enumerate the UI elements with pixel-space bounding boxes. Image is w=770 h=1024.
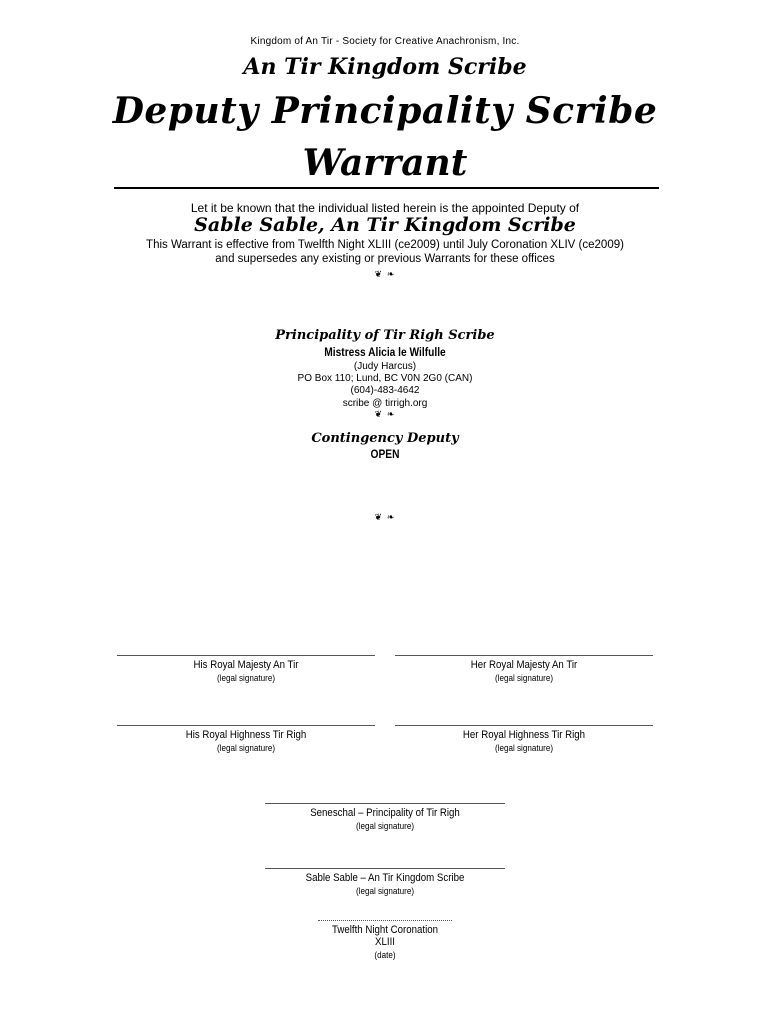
- office-holder-phone: (604)-483-4642: [350, 385, 420, 396]
- date-text: Twelfth Night Coronation XLIII: [331, 924, 438, 948]
- signature-note: (legal signature): [355, 886, 415, 896]
- signature-note: (legal signature): [494, 673, 554, 683]
- signature-note: (legal signature): [216, 673, 276, 683]
- fleuron-ornament-icon: ❦ ❧: [374, 270, 396, 280]
- contingency-deputy-title: Contingency Deputy: [311, 431, 459, 446]
- deputy-of-heading: Sable Sable, An Tir Kingdom Scribe: [194, 214, 576, 236]
- signature-line: [395, 655, 653, 656]
- title-divider: [114, 187, 659, 189]
- fleuron-ornament-icon: ❦ ❧: [374, 410, 396, 420]
- supersedes-text: and supersedes any existing or previous Warrants for these offices: [215, 253, 555, 265]
- signature-block-seneschal: [265, 803, 505, 831]
- organization-line: Kingdom of An Tir - Society for Creative Anachronism, Inc.: [250, 36, 520, 47]
- signature-line: [265, 868, 505, 869]
- document-title: Deputy Principality Scribe: [112, 90, 658, 132]
- date-line: [318, 920, 452, 921]
- fleuron-ornament-icon: ❦ ❧: [374, 513, 396, 523]
- signatory-name: His Royal Majesty An Tir: [193, 659, 299, 671]
- date-note: (date): [374, 950, 396, 960]
- signatory-name: Her Royal Majesty An Tir: [470, 659, 578, 671]
- signature-block-princess: [395, 725, 653, 753]
- signature-block-king: [117, 655, 375, 683]
- signature-note: (legal signature): [355, 821, 415, 831]
- contingency-deputy-holder: OPEN: [370, 447, 400, 461]
- intro-text: Let it be known that the individual listed herein is the appointed Deputy of: [190, 201, 580, 215]
- signature-line: [265, 803, 505, 804]
- signature-line: [395, 725, 653, 726]
- office-holder-name: Mistress Alicia le Wilfulle: [324, 345, 446, 359]
- office-holder-email: scribe @ tirrigh.org: [342, 398, 428, 409]
- signatory-name: His Royal Highness Tir Righ: [185, 729, 307, 741]
- office-title: Principality of Tir Righ Scribe: [275, 328, 495, 343]
- kingdom-scribe-heading: An Tir Kingdom Scribe: [243, 54, 527, 80]
- signature-block-prince: [117, 725, 375, 753]
- document-title-warrant: Warrant: [302, 142, 468, 184]
- signature-block-kingdom-scribe: [265, 868, 505, 896]
- signature-note: (legal signature): [494, 743, 554, 753]
- signature-line: [117, 655, 375, 656]
- signatory-name: Her Royal Highness Tir Righ: [462, 729, 586, 741]
- effective-dates-text: This Warrant is effective from Twelfth Night XLIII (ce2009) until July Coronation XLIV (ce2009): [146, 239, 624, 251]
- signatory-name: Seneschal – Principality of Tir Righ: [310, 807, 460, 819]
- office-holder-address: PO Box 110; Lund, BC V0N 2G0 (CAN): [297, 373, 473, 384]
- signature-note: (legal signature): [216, 743, 276, 753]
- date-block: [318, 920, 452, 960]
- office-holder-mundane-name: (Judy Harcus): [353, 361, 417, 372]
- signatory-name: Sable Sable – An Tir Kingdom Scribe: [305, 872, 465, 884]
- signature-block-queen: [395, 655, 653, 683]
- signature-line: [117, 725, 375, 726]
